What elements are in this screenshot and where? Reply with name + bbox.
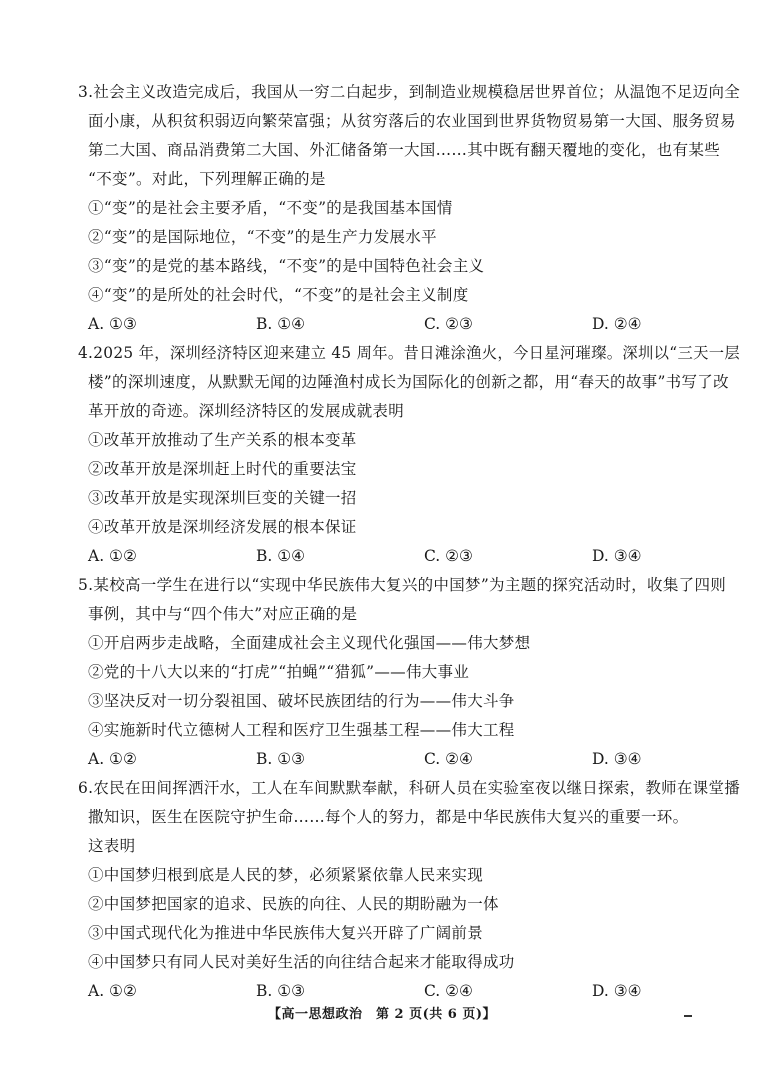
question-5-option-b[interactable]: B. ①③: [256, 750, 306, 768]
question-6-stem-line-2: 撒知识，医生在医院守护生命……每个人的努力，都是中华民族伟大复兴的重要一环。: [88, 808, 689, 826]
question-3-stem-line-4: “不变”。对此，下列理解正确的是: [88, 170, 326, 188]
question-5-option-d[interactable]: D. ③④: [592, 750, 642, 768]
question-4-statement-2: ②改革开放是深圳赶上时代的重要法宝: [88, 460, 357, 478]
question-5-option-c[interactable]: C. ②④: [424, 750, 473, 768]
question-5-statement-4: ④实施新时代立德树人工程和医疗卫生强基工程——伟大工程: [88, 721, 515, 739]
question-3-stem-line-3: 第二大国、商品消费第二大国、外汇储备第一大国……其中既有翻天覆地的变化，也有某些: [88, 141, 721, 159]
question-3-statement-1: ①“变”的是社会主要矛盾，“不变”的是我国基本国情: [88, 199, 453, 217]
page-footer: 【高一思想政治 第 2 页(共 6 页)】: [268, 1007, 496, 1022]
corner-mark: [684, 1015, 692, 1017]
question-3-stem-line-2: 面小康，从积贫积弱迈向繁荣富强；从贫穷落后的农业国到世界货物贸易第一大国、服务贸易: [88, 112, 736, 130]
question-3-option-b[interactable]: B. ①④: [256, 315, 306, 333]
question-5-stem-line-2: 事例，其中与“四个伟大”对应正确的是: [88, 605, 358, 623]
question-4-option-d[interactable]: D. ③④: [592, 547, 642, 565]
question-4-stem-line-3: 革开放的奇迹。深圳经济特区的发展成就表明: [88, 402, 405, 420]
question-4-statement-4: ④改革开放是深圳经济发展的根本保证: [88, 518, 357, 536]
question-5-statement-3: ③坚决反对一切分裂祖国、破坏民族团结的行为——伟大斗争: [88, 692, 515, 710]
question-6-statement-2: ②中国梦把国家的追求、民族的向往、人民的期盼融为一体: [88, 895, 499, 913]
question-3-statement-4: ④“变”的是所处的社会时代，“不变”的是社会主义制度: [88, 286, 469, 304]
question-6-option-d[interactable]: D. ③④: [592, 982, 642, 1000]
question-6-statement-3: ③中国式现代化为推进中华民族伟大复兴开辟了广阔前景: [88, 924, 484, 942]
question-6-options: [88, 981, 648, 1001]
question-6-option-b[interactable]: B. ①③: [256, 982, 306, 1000]
question-6-option-c[interactable]: C. ②④: [424, 982, 473, 1000]
question-4-stem-line-2: 楼”的深圳速度，从默默无闻的边陲渔村成长为国际化的创新之都，用“春天的故事”书写了改: [88, 373, 729, 391]
question-5-statement-1: ①开启两步走战略，全面建成社会主义现代化强国——伟大梦想: [88, 634, 531, 652]
question-6-statement-1: ①中国梦归根到底是人民的梦，必须紧紧依靠人民来实现: [88, 866, 484, 884]
question-4-options: [88, 546, 648, 566]
question-3-statement-3: ③“变”的是党的基本路线，“不变”的是中国特色社会主义: [88, 257, 485, 275]
question-3-option-c[interactable]: C. ②③: [424, 315, 473, 333]
question-3-options: [88, 314, 648, 334]
question-4-option-c[interactable]: C. ②③: [424, 547, 473, 565]
question-5-stem-line-1: 5.某校高一学生在进行以“实现中华民族伟大复兴的中国梦”为主题的探究活动时，收集了四则: [78, 576, 727, 594]
question-6-statement-4: ④中国梦只有同人民对美好生活的向往结合起来才能取得成功: [88, 953, 515, 971]
question-3-option-a[interactable]: A. ①③: [88, 315, 137, 333]
question-5-options: [88, 749, 648, 769]
question-3-option-d[interactable]: D. ②④: [592, 315, 642, 333]
question-3-statement-2: ②“变”的是国际地位，“不变”的是生产力发展水平: [88, 228, 437, 246]
question-4-option-b[interactable]: B. ①④: [256, 547, 306, 565]
question-6-stem-line-1: 6.农民在田间挥洒汗水，工人在车间默默奉献，科研人员在实验室夜以继日探索，教师在课堂播: [78, 779, 741, 797]
question-5-option-a[interactable]: A. ①②: [88, 750, 137, 768]
question-6-option-a[interactable]: A. ①②: [88, 982, 137, 1000]
question-4-option-a[interactable]: A. ①②: [88, 547, 137, 565]
question-3-stem-line-1: 3.社会主义改造完成后，我国从一穷二白起步，到制造业规模稳居世界首位；从温饱不足迈向全: [78, 83, 741, 101]
question-5-statement-2: ②党的十八大以来的“打虎”“拍蝇”“猎狐”——伟大事业: [88, 663, 470, 681]
question-6-stem-line-3: 这表明: [88, 837, 136, 855]
question-4-statement-3: ③改革开放是实现深圳巨变的关键一招: [88, 489, 357, 507]
question-4-statement-1: ①改革开放推动了生产关系的根本变革: [88, 431, 357, 449]
question-4-stem-line-1: 4.2025 年，深圳经济特区迎来建立 45 周年。昔日滩涂渔火，今日星河璀璨。深圳以“三天一层: [78, 344, 740, 362]
